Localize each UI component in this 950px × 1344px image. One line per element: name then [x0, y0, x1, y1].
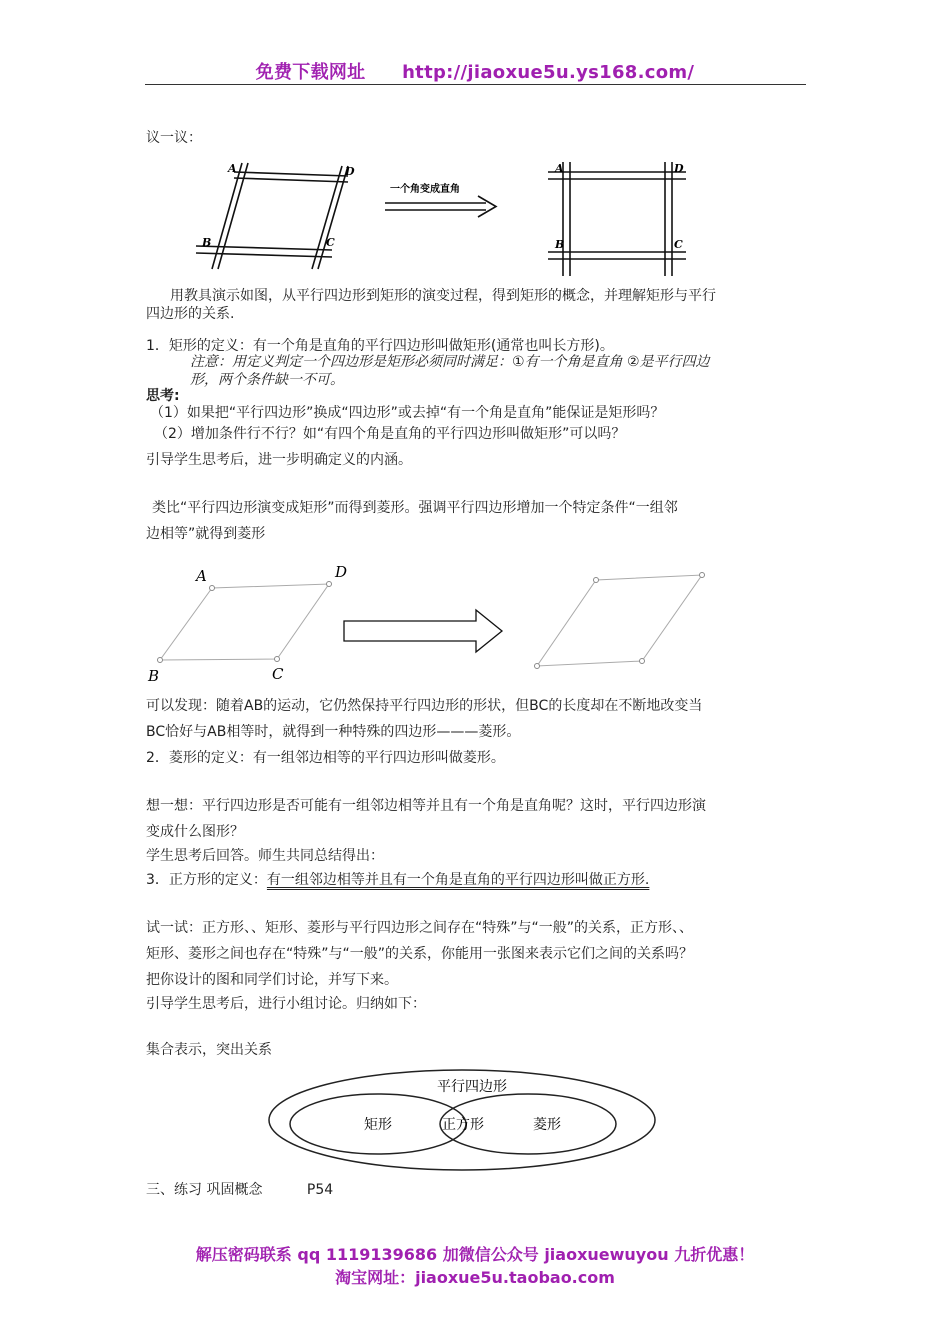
- note-line2: 形，两个条件缺一不可。: [190, 372, 344, 388]
- fig1-rect-label-c: C: [674, 238, 683, 251]
- practice-label: 三、练习 巩固概念: [146, 1182, 263, 1198]
- square-definition-body: 有一组邻边相等并且有一个角是直角的平行四边形叫做正方形.: [266, 872, 650, 888]
- venn-diagram: [266, 1066, 666, 1176]
- fig1-rect-label-b: B: [555, 238, 565, 251]
- fig1-rect-label-a: A: [555, 162, 564, 175]
- think-guide: 引导学生思考后，进一步明确定义的内涵。: [146, 452, 412, 468]
- header-url-link[interactable]: http://jiaoxue5u.ys168.com/: [402, 62, 695, 83]
- analogy-line2: 边相等”就得到菱形: [146, 526, 266, 542]
- try-line2: 矩形、菱形之间也存在“特殊”与“一般”的关系，你能用一张图来表示它们之间的关系吗？: [146, 946, 694, 962]
- fig2-label-b: B: [148, 667, 160, 685]
- think2-line3: 学生思考后回答。师生共同总结得出：: [146, 848, 384, 864]
- fig1-label-a: A: [228, 162, 237, 175]
- para1-line2: 四边形的关系.: [146, 306, 235, 322]
- discover-line1: 可以发现：随着AB的运动，它仍然保持平行四边形的形状，但BC的长度却在不断地改变当: [146, 698, 703, 714]
- think2-line2: 变成什么图形？: [146, 824, 244, 840]
- note-line1: 注意：用定义判定一个四边形是矩形必须同时满足：①有一个角是直角 ②是平行四边: [190, 354, 710, 370]
- fig2-label-d: D: [335, 563, 348, 581]
- header-text: 免费下载网址: [255, 62, 366, 83]
- intro-label: 议一议：: [146, 130, 202, 146]
- try-line1: 试一试：正方形、、矩形、菱形与平行四边形之间存在“特殊”与“一般”的关系，正方形、、: [146, 920, 694, 936]
- parallelogram-shape: [160, 584, 329, 660]
- analogy-line1: 类比“平行四边形演变成矩形”而得到菱形。强调平行四边形增加一个特定条件“一组邻: [152, 500, 678, 516]
- practice-line: [146, 1180, 333, 1200]
- fig1-label-b: B: [202, 236, 212, 249]
- try-line3: 把你设计的图和同学们讨论，并写下来。: [146, 972, 398, 988]
- transform-arrow-icon: [344, 610, 502, 652]
- para1-line1: 用教具演示如图，从平行四边形到矩形的演变过程，得到矩形的概念，并理解矩形与平行: [170, 288, 716, 304]
- page-header: [0, 58, 950, 84]
- think-q1: （1）如果把“平行四边形”换成“四边形”或去掉“有一个角是直角”能保证是矩形吗？: [150, 405, 665, 421]
- figure-stick-transform: [190, 158, 820, 283]
- rhombus-shape: [537, 575, 702, 666]
- venn-outer-label: 平行四边形: [437, 1079, 507, 1095]
- fig2-label-a: A: [196, 567, 207, 585]
- discover-line2: BC恰好与AB相等时，就得到一种特殊的四边形———菱形。: [146, 724, 521, 740]
- square-definition: [146, 870, 649, 890]
- practice-page: P54: [306, 1182, 334, 1198]
- right-arrow-icon: [385, 196, 496, 217]
- fig2-label-c: C: [272, 665, 284, 683]
- fig1-label-c: C: [326, 236, 335, 249]
- fig1-rect-label-d: D: [674, 162, 684, 175]
- fig1-arrow-label: 一个角变成直角: [390, 184, 460, 195]
- footer-line1: 解压密码联系 qq 1119139686 加微信公众号 jiaoxuewuyou 九折优惠！: [195, 1245, 755, 1264]
- rectangle-definition: 1．矩形的定义：有一个角是直角的平行四边形叫做矩形(通常也叫长方形)。: [146, 338, 614, 354]
- rhombus-definition: 2．菱形的定义：有一组邻边相等的平行四边形叫做菱形。: [146, 750, 505, 766]
- figure-parallelogram-rhombus: [146, 560, 746, 688]
- stick-rectangle: [548, 162, 686, 276]
- set-title: 集合表示，突出关系: [146, 1042, 272, 1058]
- try-line4: 引导学生思考后，进行小组讨论。归纳如下：: [146, 996, 426, 1012]
- header-rule: [145, 84, 806, 85]
- venn-middle-label: 正方形: [442, 1117, 484, 1133]
- think-title: 思考:: [146, 388, 180, 404]
- footer-line2[interactable]: 淘宝网址：jiaoxue5u.taobao.com: [335, 1268, 615, 1287]
- think2-line1: 想一想：平行四边形是否可能有一组邻边相等并且有一个角是直角呢？这时，平行四边形演: [146, 798, 706, 814]
- fig1-label-d: D: [345, 165, 355, 178]
- stick-parallelogram: [196, 163, 348, 269]
- venn-right-label: 菱形: [533, 1117, 561, 1133]
- think-q2: （2）增加条件行不行？如“有四个角是直角的平行四边形叫做矩形”可以吗？: [154, 426, 626, 442]
- venn-left-label: 矩形: [364, 1117, 392, 1133]
- square-definition-prefix: 3．正方形的定义：: [146, 872, 267, 888]
